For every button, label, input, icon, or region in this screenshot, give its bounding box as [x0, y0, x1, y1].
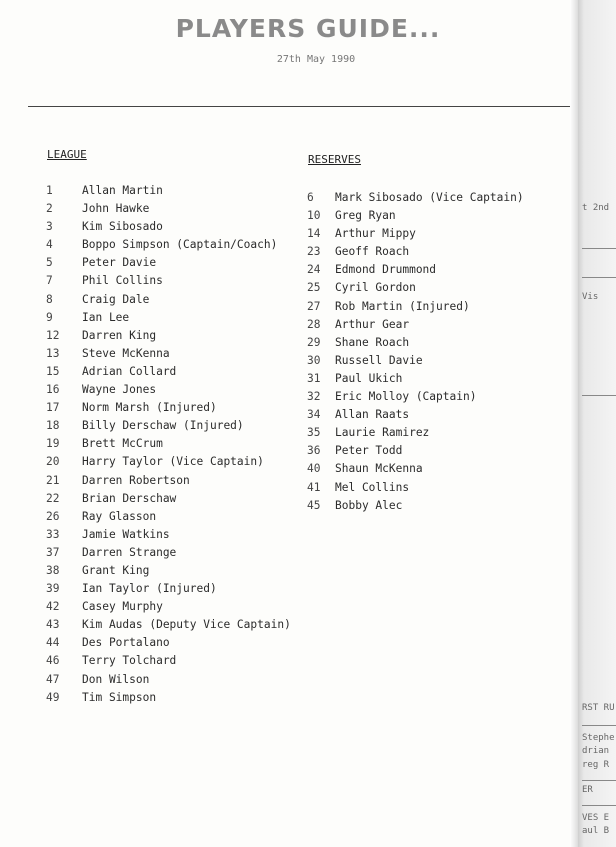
league-heading: LEAGUE — [47, 148, 87, 161]
league-player-number: 4 — [46, 238, 53, 252]
league-player-number: 21 — [46, 473, 60, 487]
reserve-player-number: 40 — [307, 462, 321, 476]
reserve-player-name: Peter Todd — [335, 444, 403, 458]
reserve-player-name: Mark Sibosado (Vice Captain) — [335, 191, 524, 204]
reserve-player-number: 28 — [307, 317, 321, 331]
reserve-player-row — [307, 354, 524, 372]
league-player-name: Billy Derschaw (Injured) — [82, 419, 244, 433]
league-player-row — [46, 329, 291, 347]
reserves-heading: RESERVES — [308, 153, 361, 166]
league-player-name: Kim Audas (Deputy Vice Captain) — [82, 618, 291, 632]
league-player-number: 46 — [46, 654, 60, 668]
league-player-row — [46, 347, 291, 365]
league-player-number: 2 — [46, 202, 53, 216]
league-player-name: Don Wilson — [82, 672, 150, 686]
league-player-number: 9 — [46, 310, 53, 324]
league-player-name: Tim Simpson — [82, 690, 157, 704]
league-player-name: Steve McKenna — [82, 346, 170, 360]
league-player-row — [46, 492, 291, 510]
reserve-player-row — [307, 336, 524, 354]
reserve-player-row — [307, 372, 524, 390]
reserve-player-name: Cyril Gordon — [335, 281, 416, 295]
adjacent-page-rule — [582, 277, 616, 278]
adjacent-page-fragment: aul B — [582, 826, 610, 836]
league-player-list — [46, 184, 291, 709]
reserve-player-row — [307, 300, 524, 318]
league-player-number: 15 — [46, 364, 60, 378]
league-player-row — [46, 293, 291, 311]
reserve-player-row — [307, 408, 524, 426]
adjacent-page-rule — [582, 248, 616, 249]
league-player-name: Adrian Collard — [82, 364, 177, 378]
reserve-player-name: Bobby Alec — [335, 498, 403, 512]
league-player-number: 43 — [46, 618, 60, 632]
reserve-player-name: Laurie Ramirez — [335, 426, 430, 440]
league-player-name: Darren Robertson — [82, 473, 190, 487]
league-player-number: 47 — [46, 672, 60, 686]
league-player-name: Kim Sibosado — [82, 220, 163, 234]
league-player-name: Jamie Watkins — [82, 527, 170, 541]
league-player-number: 20 — [46, 455, 60, 469]
league-player-number: 38 — [46, 563, 60, 577]
header-divider — [28, 106, 578, 107]
league-player-name: Ian Taylor (Injured) — [82, 582, 217, 596]
reserve-player-name: Geoff Roach — [335, 245, 410, 259]
league-player-name: Harry Taylor (Vice Captain) — [82, 455, 264, 469]
league-player-row — [46, 401, 291, 419]
adjacent-page-fragment: Stephe — [582, 733, 615, 743]
league-player-number: 37 — [46, 545, 60, 559]
reserve-player-row — [307, 318, 524, 336]
reserve-player-row — [307, 191, 524, 209]
league-player-name: Peter Davie — [82, 256, 157, 270]
league-player-row — [46, 202, 291, 220]
league-player-row — [46, 582, 291, 600]
league-player-number: 19 — [46, 437, 60, 451]
reserve-player-row — [307, 390, 524, 408]
league-player-row — [46, 220, 291, 238]
league-player-name: Brian Derschaw — [82, 491, 177, 505]
league-player-number: 49 — [46, 690, 60, 704]
league-player-name: Darren Strange — [82, 545, 177, 559]
reserve-player-row — [307, 263, 524, 281]
reserve-player-row — [307, 227, 524, 245]
league-player-row — [46, 238, 291, 256]
league-player-row — [46, 474, 291, 492]
league-player-number: 1 — [46, 184, 53, 197]
reserve-player-number: 30 — [307, 353, 321, 367]
league-player-name: Ian Lee — [82, 310, 130, 324]
reserve-player-row — [307, 462, 524, 480]
adjacent-page-rule — [582, 805, 616, 806]
league-player-number: 39 — [46, 582, 60, 596]
reserve-player-row — [307, 499, 524, 517]
league-player-number: 33 — [46, 527, 60, 541]
reserve-player-number: 41 — [307, 480, 321, 494]
league-player-name: Norm Marsh (Injured) — [82, 401, 217, 415]
reserve-player-name: Mel Collins — [335, 480, 410, 494]
reserve-player-number: 45 — [307, 498, 321, 512]
adjacent-page-fragment: VES E — [582, 813, 610, 823]
league-player-row — [46, 437, 291, 455]
league-player-row — [46, 510, 291, 528]
adjacent-page-fragment: t 2nd — [582, 203, 610, 213]
reserve-player-row — [307, 281, 524, 299]
reserve-player-name: Allan Raats — [335, 408, 410, 422]
reserve-player-name: Shaun McKenna — [335, 462, 423, 476]
reserve-player-number: 36 — [307, 444, 321, 458]
reserve-player-row — [307, 481, 524, 499]
reserve-player-name: Arthur Mippy — [335, 227, 416, 241]
reserve-player-name: Rob Martin (Injured) — [335, 299, 470, 313]
league-player-number: 13 — [46, 346, 60, 360]
reserve-player-number: 10 — [307, 209, 321, 223]
league-player-name: Darren King — [82, 328, 157, 342]
reserve-player-number: 31 — [307, 371, 321, 385]
league-player-row — [46, 383, 291, 401]
reserves-player-list — [307, 191, 524, 517]
league-player-name: Casey Murphy — [82, 600, 163, 614]
adjacent-page-rule — [582, 725, 616, 726]
reserve-player-row — [307, 245, 524, 263]
league-player-row — [46, 546, 291, 564]
league-player-number: 8 — [46, 292, 53, 306]
league-player-name: Wayne Jones — [82, 383, 157, 397]
league-player-name: Terry Tolchard — [82, 654, 177, 668]
league-player-number: 12 — [46, 328, 60, 342]
document-date: 27th May 1990 — [276, 54, 356, 65]
reserve-player-number: 29 — [307, 335, 321, 349]
league-player-row — [46, 365, 291, 383]
reserve-player-number: 34 — [307, 408, 321, 422]
adjacent-page-fragment: RST RU — [582, 703, 615, 713]
league-player-row — [46, 455, 291, 473]
adjacent-page-edge — [578, 0, 616, 847]
adjacent-page-fragment: reg R — [582, 760, 610, 770]
reserve-player-name: Arthur Gear — [335, 317, 410, 331]
league-player-name: Brett McCrum — [82, 437, 163, 451]
league-player-row — [46, 564, 291, 582]
reserve-player-number: 27 — [307, 299, 321, 313]
league-player-name: John Hawke — [82, 202, 150, 216]
league-player-row — [46, 636, 291, 654]
league-player-name: Grant King — [82, 563, 150, 577]
league-player-name: Allan Martin — [82, 184, 163, 197]
league-player-row — [46, 691, 291, 709]
reserve-player-number: 32 — [307, 390, 321, 404]
reserve-player-row — [307, 444, 524, 462]
league-player-row — [46, 654, 291, 672]
adjacent-page-rule — [582, 780, 616, 781]
league-player-row — [46, 528, 291, 546]
adjacent-page-rule — [582, 395, 616, 396]
reserve-player-name: Greg Ryan — [335, 209, 396, 223]
reserve-player-name: Edmond Drummond — [335, 263, 437, 277]
league-player-row — [46, 618, 291, 636]
league-player-name: Phil Collins — [82, 274, 163, 288]
reserve-player-row — [307, 209, 524, 227]
league-player-name: Craig Dale — [82, 292, 150, 306]
adjacent-page-fragment: ER — [582, 785, 593, 795]
reserve-player-number: 24 — [307, 263, 321, 277]
league-player-number: 5 — [46, 256, 53, 270]
document-title: PLAYERS GUIDE... — [175, 14, 441, 43]
reserve-player-number: 14 — [307, 227, 321, 241]
league-player-row — [46, 600, 291, 618]
league-player-number: 3 — [46, 220, 53, 234]
league-player-number: 42 — [46, 600, 60, 614]
league-player-name: Boppo Simpson (Captain/Coach) — [82, 238, 278, 252]
league-player-row — [46, 311, 291, 329]
league-player-row — [46, 274, 291, 292]
reserve-player-name: Russell Davie — [335, 353, 423, 367]
reserve-player-number: 35 — [307, 426, 321, 440]
league-player-row — [46, 419, 291, 437]
adjacent-page-fragment: Vis — [582, 292, 599, 302]
league-player-row — [46, 256, 291, 274]
reserve-player-number: 6 — [307, 191, 314, 204]
league-player-number: 44 — [46, 636, 60, 650]
reserve-player-number: 23 — [307, 245, 321, 259]
league-player-number: 26 — [46, 509, 60, 523]
reserve-player-number: 25 — [307, 281, 321, 295]
reserve-player-name: Paul Ukich — [335, 371, 403, 385]
league-player-number: 22 — [46, 491, 60, 505]
league-player-number: 18 — [46, 419, 60, 433]
reserve-player-name: Shane Roach — [335, 335, 410, 349]
league-player-name: Ray Glasson — [82, 509, 157, 523]
league-player-number: 17 — [46, 401, 60, 415]
league-player-number: 7 — [46, 274, 53, 288]
adjacent-page-fragment: drian — [582, 746, 610, 756]
league-player-row — [46, 673, 291, 691]
reserve-player-row — [307, 426, 524, 444]
league-player-number: 16 — [46, 383, 60, 397]
league-player-name: Des Portalano — [82, 636, 170, 650]
reserve-player-name: Eric Molloy (Captain) — [335, 390, 477, 404]
league-player-row — [46, 184, 291, 202]
